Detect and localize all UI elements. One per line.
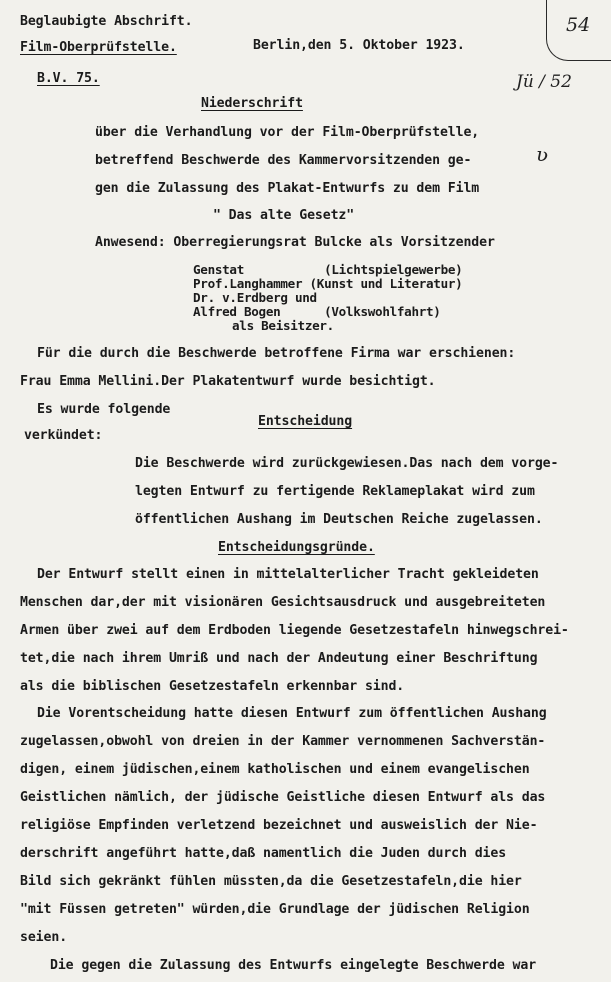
title-line-1: über die Verhandlung vor der Film-Oberprüfstelle,	[95, 125, 480, 140]
page-mark-annotation: Jü / 52	[516, 72, 572, 92]
decision-line-3: öffentlichen Aushang im Deutschen Reiche zugelassen.	[135, 512, 543, 527]
assessors-line: als Beisitzer.	[232, 318, 334, 333]
check-mark-annotation: ʋ	[536, 142, 549, 166]
reasons-p1-line: als die biblischen Gesetzestafeln erkennbar sind.	[20, 679, 405, 694]
decision-line-2: legten Entwurf zu fertigende Reklameplakat wird zum	[135, 484, 535, 499]
reasons-p1-line: Der Entwurf stellt einen in mittelalterlicher Tracht gekleideten	[37, 567, 539, 582]
film-title: " Das alte Gesetz"	[213, 208, 355, 223]
decision-intro-1: Es wurde folgende	[37, 402, 171, 417]
reasons-p2-line: digen, einem jüdischen,einem katholischen und einem evangelischen	[20, 762, 530, 777]
member-3: Dr. v.Erdberg und	[193, 290, 317, 305]
document-heading: Niederschrift	[201, 96, 303, 111]
decision-line-1: Die Beschwerde wird zurückgewiesen.Das nach dem vorge-	[135, 456, 559, 471]
reasons-p2-line: zugelassen,obwohl von dreien in der Kammer vernommenen Sachverstän-	[20, 734, 546, 749]
appearance-line-1: Für die durch die Beschwerde betroffene Firma war erschienen:	[37, 346, 516, 361]
office-name: Film-Oberprüfstelle.	[20, 40, 177, 55]
reasons-p2-line: Die Vorentscheidung hatte diesen Entwurf zum öffentlichen Aushang	[37, 706, 547, 721]
appearance-line-2: Frau Emma Mellini.Der Plakatentwurf wurde besichtigt.	[20, 374, 436, 389]
title-line-2: betreffend Beschwerde des Kammervorsitzenden ge-	[95, 153, 472, 168]
member-4: Alfred Bogen (Volkswohlfahrt)	[193, 304, 441, 319]
reasons-p2-line: Geistlichen nämlich, der jüdische Geistliche diesen Entwurf als das	[20, 790, 546, 805]
member-2: Prof.Langhammer (Kunst und Literatur)	[193, 276, 463, 291]
reasons-p2-line: seien.	[20, 930, 68, 945]
certified-copy-label: Beglaubigte Abschrift.	[20, 14, 193, 29]
place-date: Berlin,den 5. Oktober 1923.	[253, 38, 465, 53]
decision-heading: Entscheidung	[258, 414, 353, 429]
reasons-heading: Entscheidungsgründe.	[218, 540, 375, 555]
present-line: Anwesend: Oberregierungsrat Bulcke als Vorsitzender	[95, 235, 495, 250]
decision-intro-2: verkündet:	[24, 428, 103, 443]
file-reference: B.V. 75.	[37, 71, 100, 86]
page-number-annotation: 54	[566, 14, 591, 36]
reasons-p2-line: Bild sich gekränkt fühlen müssten,da die Gesetzestafeln,die hier	[20, 874, 522, 889]
reasons-p2-line: "mit Füssen getreten" würden,die Grundlage der jüdischen Religion	[20, 902, 530, 917]
reasons-p1-line: tet,die nach ihrem Umriß und nach der Andeutung einer Beschriftung	[20, 651, 538, 666]
title-line-3: gen die Zulassung des Plakat-Entwurfs zu dem Film	[95, 181, 480, 196]
reasons-p1-line: Menschen dar,der mit visionären Gesichtsausdruck und ausgebreiteten	[20, 595, 546, 610]
member-1: Genstat (Lichtspielgewerbe)	[193, 262, 463, 277]
reasons-p2-line: religiöse Empfinden verletzend bezeichnet und ausweislich der Nie-	[20, 818, 538, 833]
reasons-p1-line: Armen über zwei auf dem Erdboden liegende Gesetzestafeln hinwegschrei-	[20, 623, 569, 638]
reasons-p3-line: Die gegen die Zulassung des Entwurfs eingelegte Beschwerde war	[50, 958, 537, 973]
reasons-p2-line: derschrift angeführt hatte,daß namentlich die Juden durch dies	[20, 846, 507, 861]
